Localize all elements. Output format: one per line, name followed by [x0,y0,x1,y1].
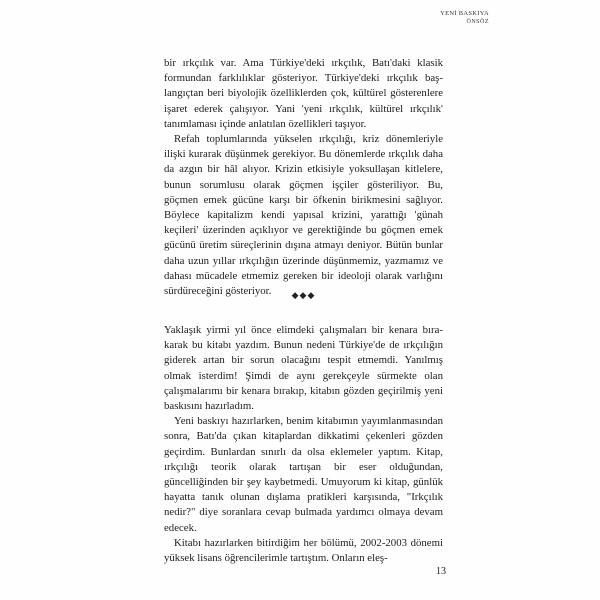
text-section-1 [164,56,443,299]
section-separator: ◆◆◆ [291,291,316,301]
paragraph: Kitabı hazırlarken bitirdiğim her bölümü, 2002-2003 dönemi yüksek lisans öğrencilerimle tartıştım. Onların eleş- [164,536,443,565]
running-head [440,10,489,26]
running-head-title: YENİ BASKIYA [440,10,489,17]
text-section-2 [164,323,443,566]
paragraph: bir ırkçılık var. Ama Türkiye'deki ırkçılık, Batı'daki klasik formundan farklılıklar gösteriyor. Türkiye'deki ırkçılık başlangıçtan beri biyolojik özelliklerden çok, kültürel gösterenlere işaret ederek çalışıyor. Yani 'yeni ırkçılık, kültürel ırkçılık' tanımlaması içinde anlatılan özellikleri taşıyor. [164,57,443,130]
page-number: 13 [436,566,446,577]
running-head-subtitle: ÖNSÖZ [466,19,489,25]
paragraph: Yaklaşık yirmi yıl önce elimdeki çalışmaları bir kenara bırakarak bu kitabı yazdım. Bunun nedeni Türkiye'de de ırkçılığın giderek artan bir sorun olacağını tespit etmemdi. Yanılmış olmak isterdim! Şimdi de aynı gerekçeyle sürmekte olan çalışmalarımı bir kenara bırakıp, kitabın gözden geçirilmiş yeni baskısını hazırladım. [164,324,443,413]
paragraph: Refah toplumlarında yükselen ırkçılığı, kriz dönemleriyle ilişki kurarak düşünmek gerekiyor. Bu dönemlerde ırkçılık daha da azgın bir hâl alıyor. Krizin etkisiyle yoksullaşan kitlelere, bunun sorumlusu olarak göçmen işçiler gösteriliyor. Bu, göçmen emek gücüne karşı bir öfkenin birikmesini sağlıyor. Böylece kapitalizm kendi yapısal krizini, yarattığı 'günah keçileri' üzerinden açıklıyor ve gerektiğinde bu göçmen emek gücünü üretim süreçlerinin dışına atmayı deniyor. Bütün bunlar daha uzun yıllar ırkçılığın üzerinde düşünmemiz, yazmamız ve dahası mücadele etmemiz gereken bir ideoloji olarak varlığını sürdüreceğini gösteriyor. [164,133,443,298]
paragraph: Yeni baskıyı hazırlarken, benim kitabımın yayımlanmasından sonra, Batı'da çıkan kitaplardan dikkatimi çekenleri gözden geçirdim. Bunlardan sınırlı da olsa eklemeler yaptım. Kitap, ırkçılığı teorik olarak tartışan bir eser olduğundan, güncelliğinden bir şey kaybetmedi. Umuyorum ki kitap, günlük hayatta tanık olunan dışlama pratikleri karşısında, "Irkçılık nedir?" diye soranlara cevap bulmada yardımcı olmaya devam edecek. [164,415,443,534]
